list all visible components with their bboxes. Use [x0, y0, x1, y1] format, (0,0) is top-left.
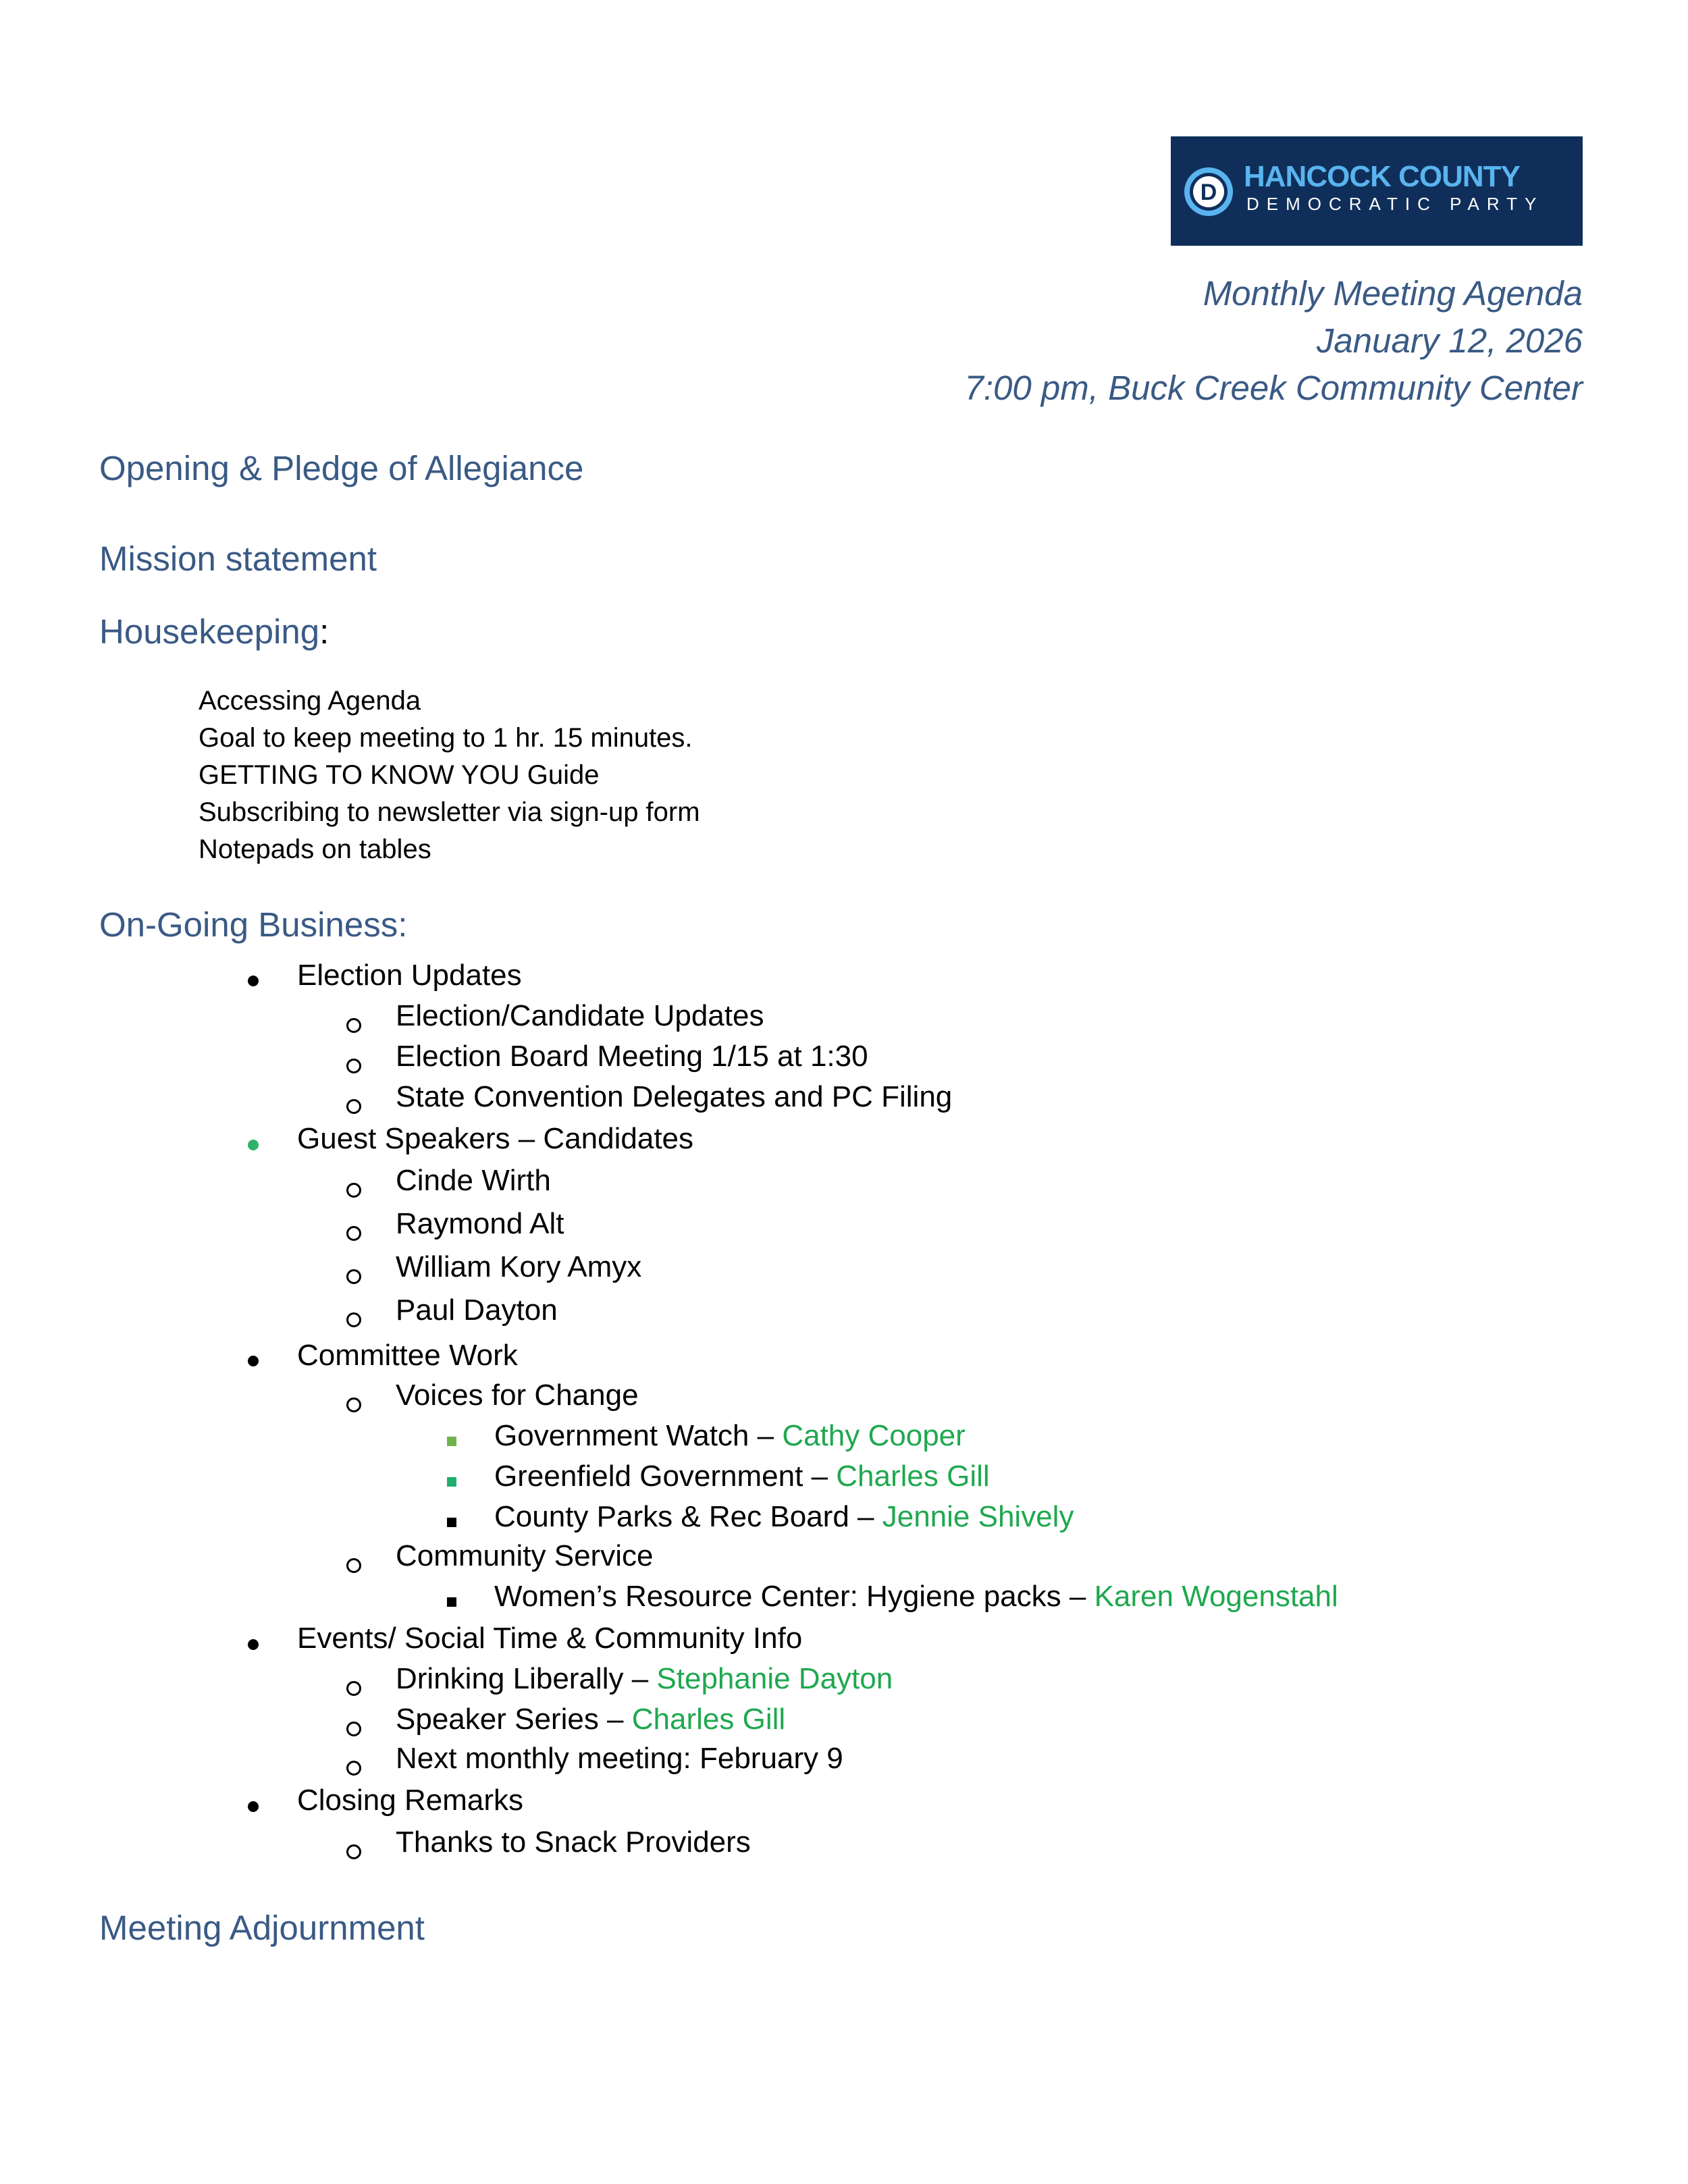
sub-item: Election/Candidate Updates [396, 999, 764, 1032]
person-name: Stephanie Dayton [656, 1662, 893, 1695]
hollow-bullet-icon [346, 1722, 361, 1736]
event-item [396, 1703, 785, 1736]
hollow-bullet-icon [346, 1018, 361, 1033]
committee-item-label: Government Watch – [494, 1419, 783, 1452]
bullet-icon [248, 1801, 259, 1812]
hollow-bullet-icon [346, 1312, 361, 1327]
agenda-title: Monthly Meeting Agenda [1203, 274, 1583, 313]
sub-item: Voices for Change [396, 1379, 639, 1412]
section-opening: Opening & Pledge of Allegiance [99, 449, 584, 487]
hollow-bullet-icon [346, 1099, 361, 1114]
person-name: Jennie Shively [882, 1500, 1074, 1533]
bullet-icon [248, 1140, 259, 1150]
meeting-time-location: 7:00 pm, Buck Creek Community Center [964, 369, 1583, 407]
housekeeping-item: Goal to keep meeting to 1 hr. 15 minutes. [199, 723, 693, 753]
sub-item: Community Service [396, 1539, 654, 1572]
square-bullet-icon [447, 1477, 456, 1487]
event-item-label: Speaker Series – [396, 1703, 632, 1736]
section-ongoing-business: On-Going Business: [99, 905, 408, 944]
hollow-bullet-icon [346, 1397, 361, 1412]
bullet-icon [248, 1356, 259, 1366]
housekeeping-item: Notepads on tables [199, 834, 431, 864]
bullet-icon [248, 1639, 259, 1650]
housekeeping-item: GETTING TO KNOW YOU Guide [199, 760, 600, 790]
speaker-name: William Kory Amyx [396, 1250, 642, 1283]
person-name: Charles Gill [836, 1460, 990, 1493]
committee-item-label: Greenfield Government – [494, 1460, 837, 1493]
section-mission: Mission statement [99, 539, 377, 578]
hollow-bullet-icon [346, 1844, 361, 1859]
committee-item [494, 1419, 966, 1453]
housekeeping-heading: Housekeeping [99, 612, 320, 651]
housekeeping-item: Accessing Agenda [199, 686, 421, 716]
person-name: Cathy Cooper [782, 1419, 966, 1452]
meeting-date: January 12, 2026 [1316, 321, 1583, 360]
section-adjournment: Meeting Adjournment [99, 1909, 425, 1947]
committee-item-label: County Parks & Rec Board – [494, 1500, 882, 1533]
committee-item [494, 1580, 1338, 1614]
speaker-name: Raymond Alt [396, 1207, 564, 1240]
square-bullet-icon [447, 1518, 456, 1527]
hollow-bullet-icon [346, 1183, 361, 1198]
logo-subtitle: DEMOCRATIC PARTY [1246, 194, 1544, 214]
housekeeping-item: Subscribing to newsletter via sign-up form [199, 797, 700, 827]
sub-item: Thanks to Snack Providers [396, 1826, 751, 1859]
hollow-bullet-icon [346, 1558, 361, 1573]
housekeeping-colon: : [319, 612, 329, 651]
agenda-item-events: Events/ Social Time & Community Info [297, 1622, 803, 1655]
svg-text:D: D [1200, 180, 1217, 205]
agenda-item-speakers: Guest Speakers – Candidates [297, 1122, 694, 1155]
committee-item [494, 1460, 990, 1493]
hollow-bullet-icon [346, 1761, 361, 1776]
person-name: Karen Wogenstahl [1094, 1580, 1338, 1613]
square-bullet-icon [447, 1437, 456, 1446]
bullet-icon [248, 976, 259, 986]
square-bullet-icon [447, 1597, 456, 1607]
agenda-item-closing: Closing Remarks [297, 1784, 523, 1817]
section-housekeeping [99, 612, 329, 651]
party-logo [1171, 136, 1583, 246]
agenda-item-committee: Committee Work [297, 1339, 518, 1372]
person-name: Charles Gill [631, 1703, 786, 1736]
sub-item: Election Board Meeting 1/15 at 1:30 [396, 1040, 868, 1073]
sub-item: State Convention Delegates and PC Filing [396, 1080, 953, 1113]
event-item [396, 1662, 893, 1696]
event-item [396, 1742, 843, 1776]
event-item-label: Next monthly meeting: February 9 [396, 1742, 843, 1775]
democratic-d-emblem-icon [1183, 166, 1234, 217]
committee-item-label: Women’s Resource Center: Hygiene packs – [494, 1580, 1094, 1613]
hollow-bullet-icon [346, 1269, 361, 1284]
speaker-name: Paul Dayton [396, 1294, 558, 1327]
committee-item [494, 1500, 1074, 1534]
logo-name: HANCOCK COUNTY [1244, 160, 1520, 193]
agenda-item-election: Election Updates [297, 959, 522, 992]
hollow-bullet-icon [346, 1681, 361, 1696]
speaker-name: Cinde Wirth [396, 1164, 551, 1197]
event-item-label: Drinking Liberally – [396, 1662, 657, 1695]
hollow-bullet-icon [346, 1226, 361, 1241]
hollow-bullet-icon [346, 1059, 361, 1073]
